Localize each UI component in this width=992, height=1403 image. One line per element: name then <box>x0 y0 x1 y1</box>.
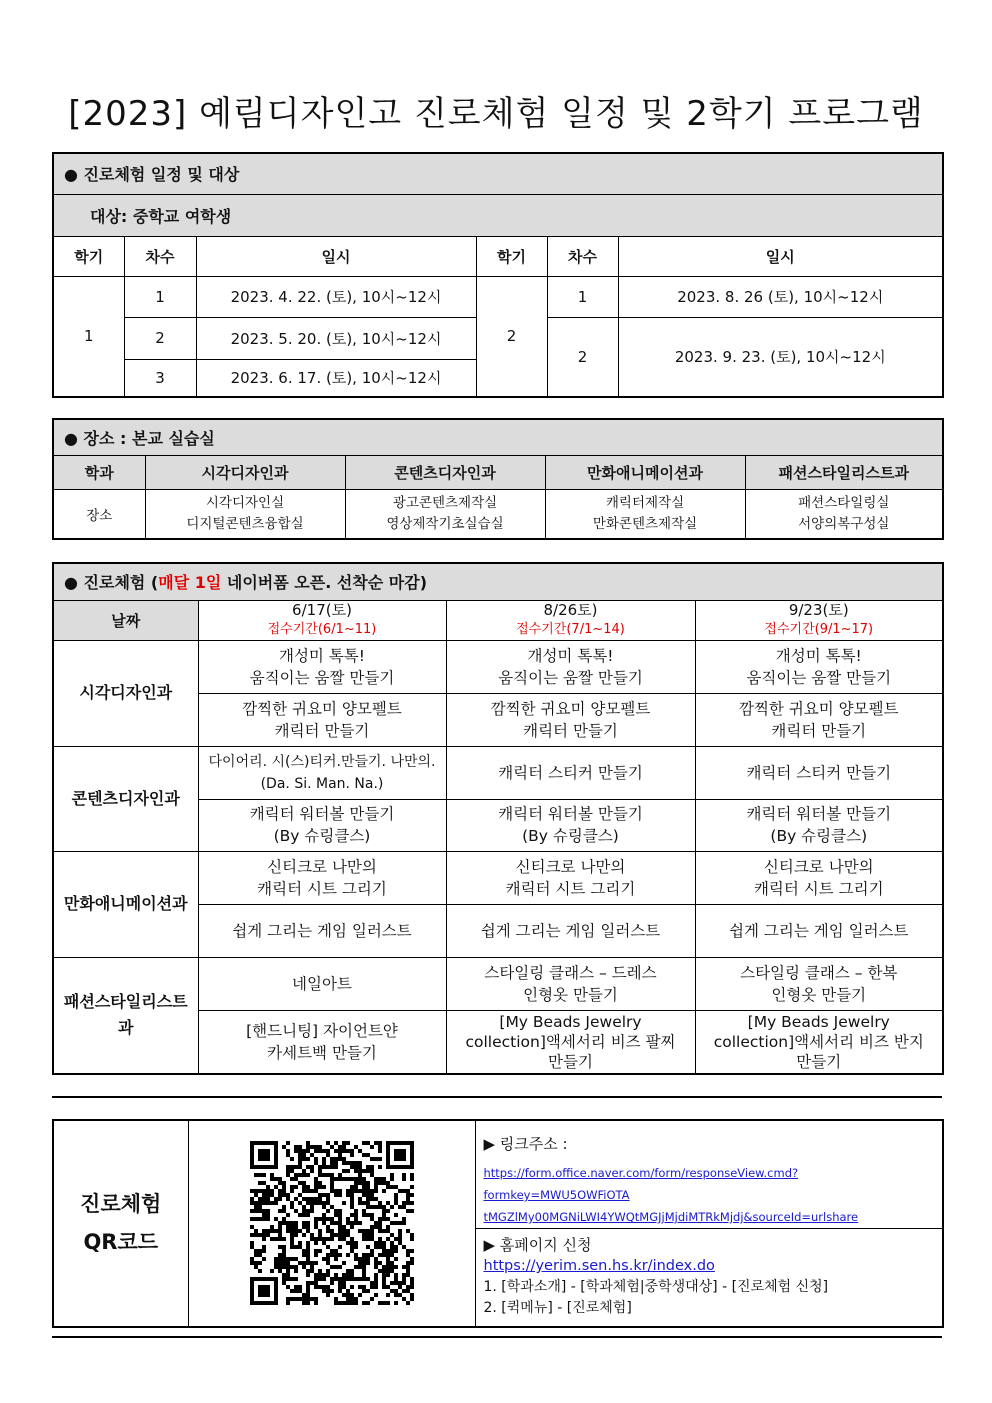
col-term: 학기 <box>53 236 124 276</box>
program-cell: 신티크로 나만의 캐릭터 시트 그리기 <box>198 851 446 904</box>
program-cell: 개성미 톡톡! 움직이는 움짤 만들기 <box>695 640 943 693</box>
program-cell: 캐릭터 스티커 만들기 <box>695 746 943 799</box>
date-label: 날짜 <box>53 600 198 640</box>
divider <box>52 1096 942 1098</box>
form-link[interactable]: https://form.office.naver.com/form/responseView.cmd?formkey=MWU5OWFiOTA tMGZlMy00MGNiLWI4YWQtMGJjMjdiMTRkMjdj&sourceId=urlshare <box>483 1166 859 1224</box>
col-content: 콘텐츠디자인과 <box>345 455 545 489</box>
col-datetime: 일시 <box>618 236 943 276</box>
col-round: 차수 <box>547 236 618 276</box>
page-title: [2023] 예림디자인고 진로체험 일정 및 2학기 프로그램 <box>68 94 924 134</box>
program-cell: 다이어리. 시(스)티커.만들기. 나만의. (Da. Si. Man. Na.) <box>198 746 446 799</box>
room-cell: 광고콘텐츠제작실 영상제작기초실습실 <box>345 489 545 539</box>
round-date: 2023. 8. 26 (토), 10시~12시 <box>618 276 943 317</box>
col-fashion: 패션스타일리스트과 <box>745 455 943 489</box>
dept-label: 콘텐츠디자인과 <box>53 746 198 851</box>
schedule-header: ● 진로체험 일정 및 대상 <box>53 153 943 194</box>
schedule-table <box>52 152 944 398</box>
round-no: 3 <box>124 359 196 397</box>
round-date: 2023. 6. 17. (토), 10시~12시 <box>196 359 476 397</box>
qr-code-icon[interactable] <box>250 1141 414 1305</box>
date-header: 8/26토) 접수기간(7/1~14) <box>446 600 695 640</box>
room-cell: 패션스타일링실 서양의복구성실 <box>745 489 943 539</box>
step-2: 2. [퀵메뉴] - [진로체험] <box>483 1300 632 1316</box>
col-animation: 만화애니메이션과 <box>545 455 745 489</box>
step-1: 1. [학과소개] - [학과체험|중학생대상] - [진로체험 신청] <box>483 1279 829 1295</box>
home-link[interactable]: https://yerim.sen.hs.kr/index.do <box>483 1258 715 1274</box>
col-round: 차수 <box>124 236 196 276</box>
room-cell: 시각디자인실 디지털콘텐츠융합실 <box>145 489 345 539</box>
qr-table <box>52 1119 944 1328</box>
program-cell: 캐릭터 워터볼 만들기 (By 슈링클스) <box>695 799 943 851</box>
dept-label: 시각디자인과 <box>53 640 198 746</box>
program-header: ● 진로체험 (매달 1일 네이버폼 오픈. 선착순 마감) <box>53 563 943 600</box>
program-table <box>52 562 944 1075</box>
dept-label: 만화애니메이션과 <box>53 851 198 957</box>
qr-code-cell <box>188 1120 475 1327</box>
program-cell: 쉽게 그리는 게임 일러스트 <box>198 904 446 957</box>
date-header: 6/17(토) 접수기간(6/1~11) <box>198 600 446 640</box>
round-no: 2 <box>124 317 196 359</box>
program-cell: 캐릭터 워터볼 만들기 (By 슈링클스) <box>446 799 695 851</box>
place-label: 장소 <box>53 489 145 539</box>
program-cell: 깜찍한 귀요미 양모펠트 캐릭터 만들기 <box>198 693 446 746</box>
program-cell: 깜찍한 귀요미 양모펠트 캐릭터 만들기 <box>446 693 695 746</box>
program-cell: 신티크로 나만의 캐릭터 시트 그리기 <box>695 851 943 904</box>
program-cell: 개성미 톡톡! 움직이는 움짤 만들기 <box>446 640 695 693</box>
program-cell: [My Beads Jewelry collection]액세서리 비즈 반지 만들기 <box>695 1010 943 1074</box>
program-cell: 쉽게 그리는 게임 일러스트 <box>446 904 695 957</box>
place-table <box>52 418 944 540</box>
round-no: 2 <box>547 317 618 397</box>
link-cell <box>475 1120 943 1229</box>
round-no: 1 <box>124 276 196 317</box>
program-cell: 캐릭터 스티커 만들기 <box>446 746 695 799</box>
program-cell: 쉽게 그리는 게임 일러스트 <box>695 904 943 957</box>
col-term: 학기 <box>476 236 547 276</box>
divider <box>52 1336 942 1338</box>
round-date: 2023. 4. 22. (토), 10시~12시 <box>196 276 476 317</box>
program-cell: 캐릭터 워터볼 만들기 (By 슈링클스) <box>198 799 446 851</box>
home-title: ▶ 홈페이지 신청 <box>483 1236 592 1254</box>
program-cell: 네일아트 <box>198 957 446 1010</box>
col-dept: 학과 <box>53 455 145 489</box>
program-cell: 스타일링 클래스 – 한복 인형옷 만들기 <box>695 957 943 1010</box>
program-cell: 개성미 톡톡! 움직이는 움짤 만들기 <box>198 640 446 693</box>
target-label: 대상: 중학교 여학생 <box>53 194 943 236</box>
program-cell: 신티크로 나만의 캐릭터 시트 그리기 <box>446 851 695 904</box>
place-header: ● 장소 : 본교 실습실 <box>53 419 943 455</box>
round-no: 1 <box>547 276 618 317</box>
link-title: ▶ 링크주소 : <box>483 1135 568 1153</box>
term-2: 2 <box>476 276 547 397</box>
round-date: 2023. 5. 20. (토), 10시~12시 <box>196 317 476 359</box>
dept-label: 패션스타일리스트과 <box>53 957 198 1074</box>
col-visual: 시각디자인과 <box>145 455 345 489</box>
program-cell: [My Beads Jewelry collection]액세서리 비즈 팔찌 만들기 <box>446 1010 695 1074</box>
round-date: 2023. 9. 23. (토), 10시~12시 <box>618 317 943 397</box>
col-datetime: 일시 <box>196 236 476 276</box>
program-cell: 깜찍한 귀요미 양모펠트 캐릭터 만들기 <box>695 693 943 746</box>
date-header: 9/23(토) 접수기간(9/1~17) <box>695 600 943 640</box>
program-cell: 스타일링 클래스 – 드레스 인형옷 만들기 <box>446 957 695 1010</box>
room-cell: 캐릭터제작실 만화콘텐츠제작실 <box>545 489 745 539</box>
home-cell <box>475 1229 943 1327</box>
qr-label: 진로체험 QR코드 <box>53 1120 188 1327</box>
program-cell: [핸드니팅] 자이언트얀 카세트백 만들기 <box>198 1010 446 1074</box>
term-1: 1 <box>53 276 124 397</box>
